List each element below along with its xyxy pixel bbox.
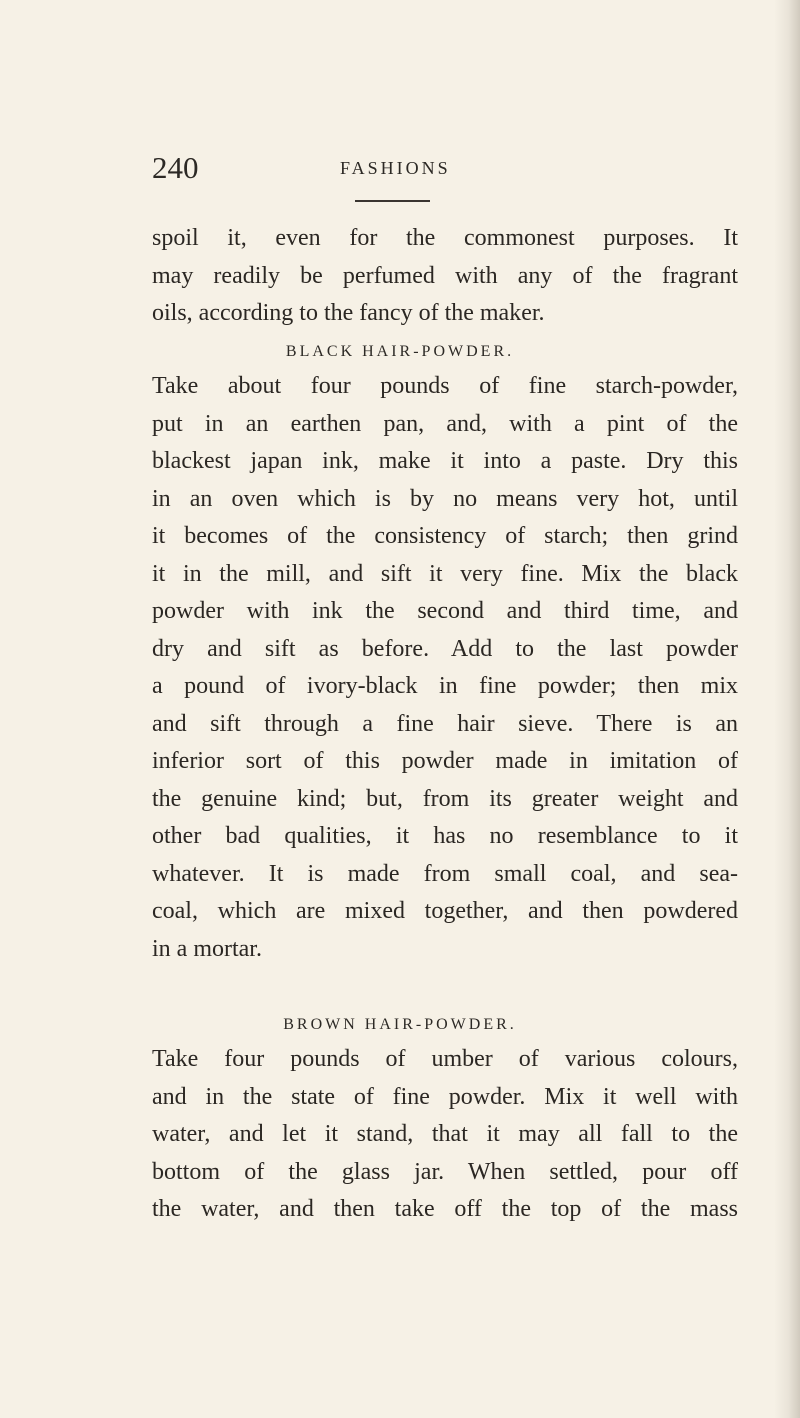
text-line: the water, and then take off the top of the mass (152, 1196, 738, 1222)
text-line: in an oven which is by no means very hot, until (152, 485, 738, 512)
text-line: powder with ink the second and third time, and (152, 598, 738, 624)
text-line: other bad qualities, it has no resemblance to it (152, 823, 738, 849)
text-line: it in the mill, and sift it very fine. Mix the black (152, 560, 738, 587)
header-rule (355, 200, 430, 202)
page-edge-shadow (774, 0, 800, 1418)
text-line: bottom of the glass jar. When settled, pour off (152, 1158, 738, 1185)
running-head: FASHIONS (340, 158, 451, 178)
text-line: put in an earthen pan, and, with a pint of the (152, 410, 738, 437)
black-paragraph (152, 368, 738, 968)
text-line: dry and sift as before. Add to the last powder (152, 635, 738, 662)
text-line: blackest japan ink, make it into a paste. Dry this (152, 448, 738, 474)
text-line: it becomes of the consistency of starch; then grind (152, 523, 738, 549)
text-line: inferior sort of this powder made in imitation of (152, 748, 738, 774)
text-line: whatever. It is made from small coal, and sea- (152, 860, 738, 887)
text-line: a pound of ivory-black in fine powder; then mix (152, 673, 738, 699)
text-line: oils, according to the fancy of the maker. (152, 300, 545, 326)
brown-paragraph (152, 1041, 738, 1229)
text-line: and sift through a fine hair sieve. There is an (152, 710, 738, 737)
page-number: 240 (152, 150, 199, 185)
text-line: water, and let it stand, that it may all fall to the (152, 1121, 738, 1147)
intro-paragraph (152, 220, 738, 333)
section-heading-brown: BROWN HAIR-POWDER. (283, 1016, 517, 1033)
text-line: Take about four pounds of fine starch-powder, (152, 373, 738, 399)
section-heading-black: BLACK HAIR-POWDER. (285, 343, 515, 360)
text-line: the genuine kind; but, from its greater weight and (152, 785, 738, 812)
page-header (0, 150, 800, 190)
text-line: coal, which are mixed together, and then powdered (152, 898, 738, 924)
text-line: and in the state of fine powder. Mix it well with (152, 1083, 738, 1110)
text-line: may readily be perfumed with any of the fragrant (152, 262, 738, 289)
text-line: Take four pounds of umber of various colours, (152, 1046, 738, 1072)
text-line: spoil it, even for the commonest purposes. It (152, 225, 738, 251)
text-line: in a mortar. (152, 935, 262, 962)
